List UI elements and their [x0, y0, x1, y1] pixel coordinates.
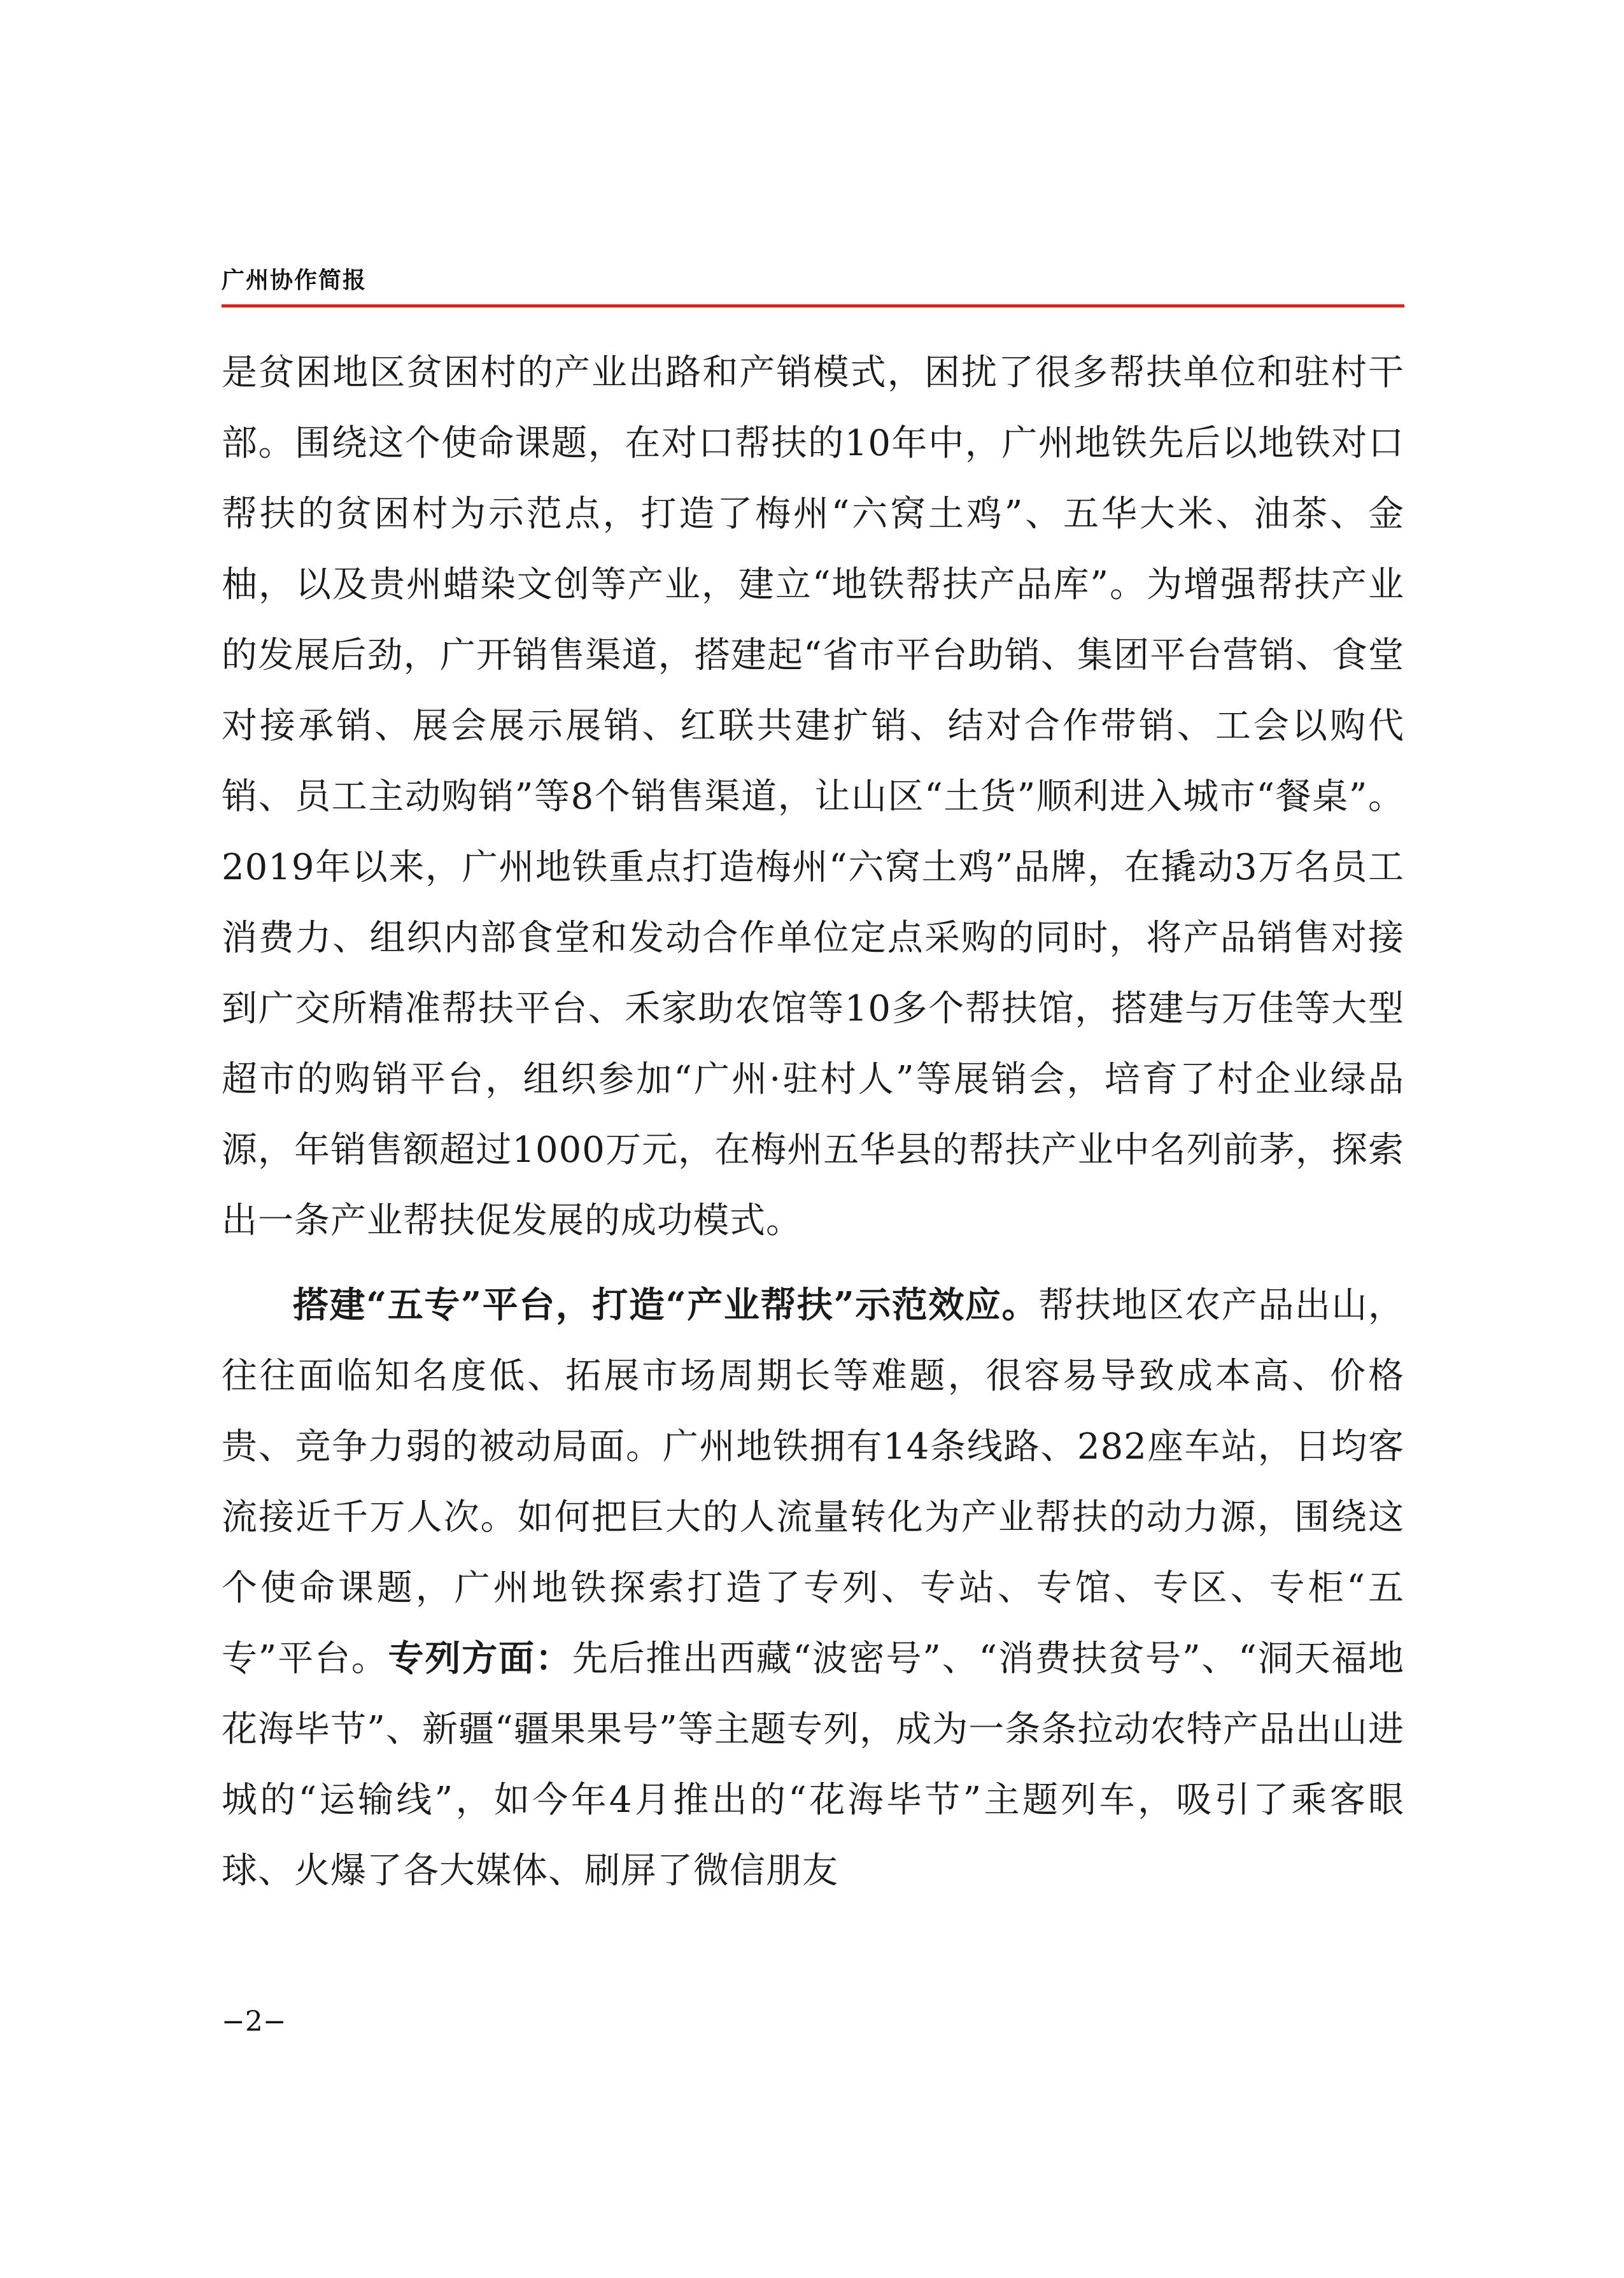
- document-header-title: 广州协作简报: [222, 267, 367, 294]
- paragraph-2-lead: 搭建“五专”平台，打造“产业帮扶”示范效应。: [293, 1284, 1039, 1326]
- paragraph-2-text: 帮扶地区农产品出山，往往面临知名度低、拓展市场周期长等难题，很容易导致成本高、价格贵、竞争力弱的被动局面。广州地铁拥有14条线路、282座车站，日均客流接近千万人次。如何把巨大的人流量转化为产业帮扶的动力源，围绕这个使命课题，广州地铁探索打造了专列、专站、专馆、专区、专柜“五专”平台。: [222, 1285, 1405, 1680]
- paragraph-1-text: 是贫困地区贫困村的产业出路和产销模式，困扰了很多帮扶单位和驻村干部。围绕这个使命课题，在对口帮扶的10年中，广州地铁先后以地铁对口帮扶的贫困村为示范点，打造了梅州“六窝土鸡”、五华大米、油茶、金柚，以及贵州蜡染文创等产业，建立“地铁帮扶产品库”。为增强帮扶产业的发展后劲，广开销售渠道，搭建起“省市平台助销、集团平台营销、食堂对接承销、展会展示展销、红联共建扩销、结对合作带销、工会以购代销、员工主动购销”等8个销售渠道，让山区“土货”顺利进入城市“餐桌”。2019年以来，广州地铁重点打造梅州“六窝土鸡”品牌，在撬动3万名员工消费力、组织内部食堂和发动合作单位定点采购的同时，将产品销售对接到广交所精准帮扶平台、禾家助农馆等10多个帮扶馆，搭建与万佳等大型超市的购销平台，组织参加“广州·驻村人”等展销会，培育了村企业绿品源，年销售额超过1000万元，在梅州五华县的帮扶产业中名列前茅，探索出一条产业帮扶促发展的成功模式。: [222, 352, 1404, 1242]
- paragraph-2-sub-text: 先后推出西藏“波密号”、“消费扶贫号”、“洞天福地 花海毕节”、新疆“疆果果号”等主题专列，成为一条条拉动农特产品出山进城的“运输线”，如今年4月推出的“花海毕节”主题列车，吸引了乘客眼球、火爆了各大媒体、刷屏了微信朋友: [222, 1638, 1405, 1892]
- paragraph-1: [222, 337, 1404, 1256]
- page-number: −2−: [222, 2006, 286, 2038]
- paragraph-2-sub-lead: 专列方面：: [388, 1638, 572, 1680]
- paragraph-2: [222, 1270, 1404, 1906]
- document-body: [222, 337, 1404, 1906]
- header-divider: [222, 304, 1404, 308]
